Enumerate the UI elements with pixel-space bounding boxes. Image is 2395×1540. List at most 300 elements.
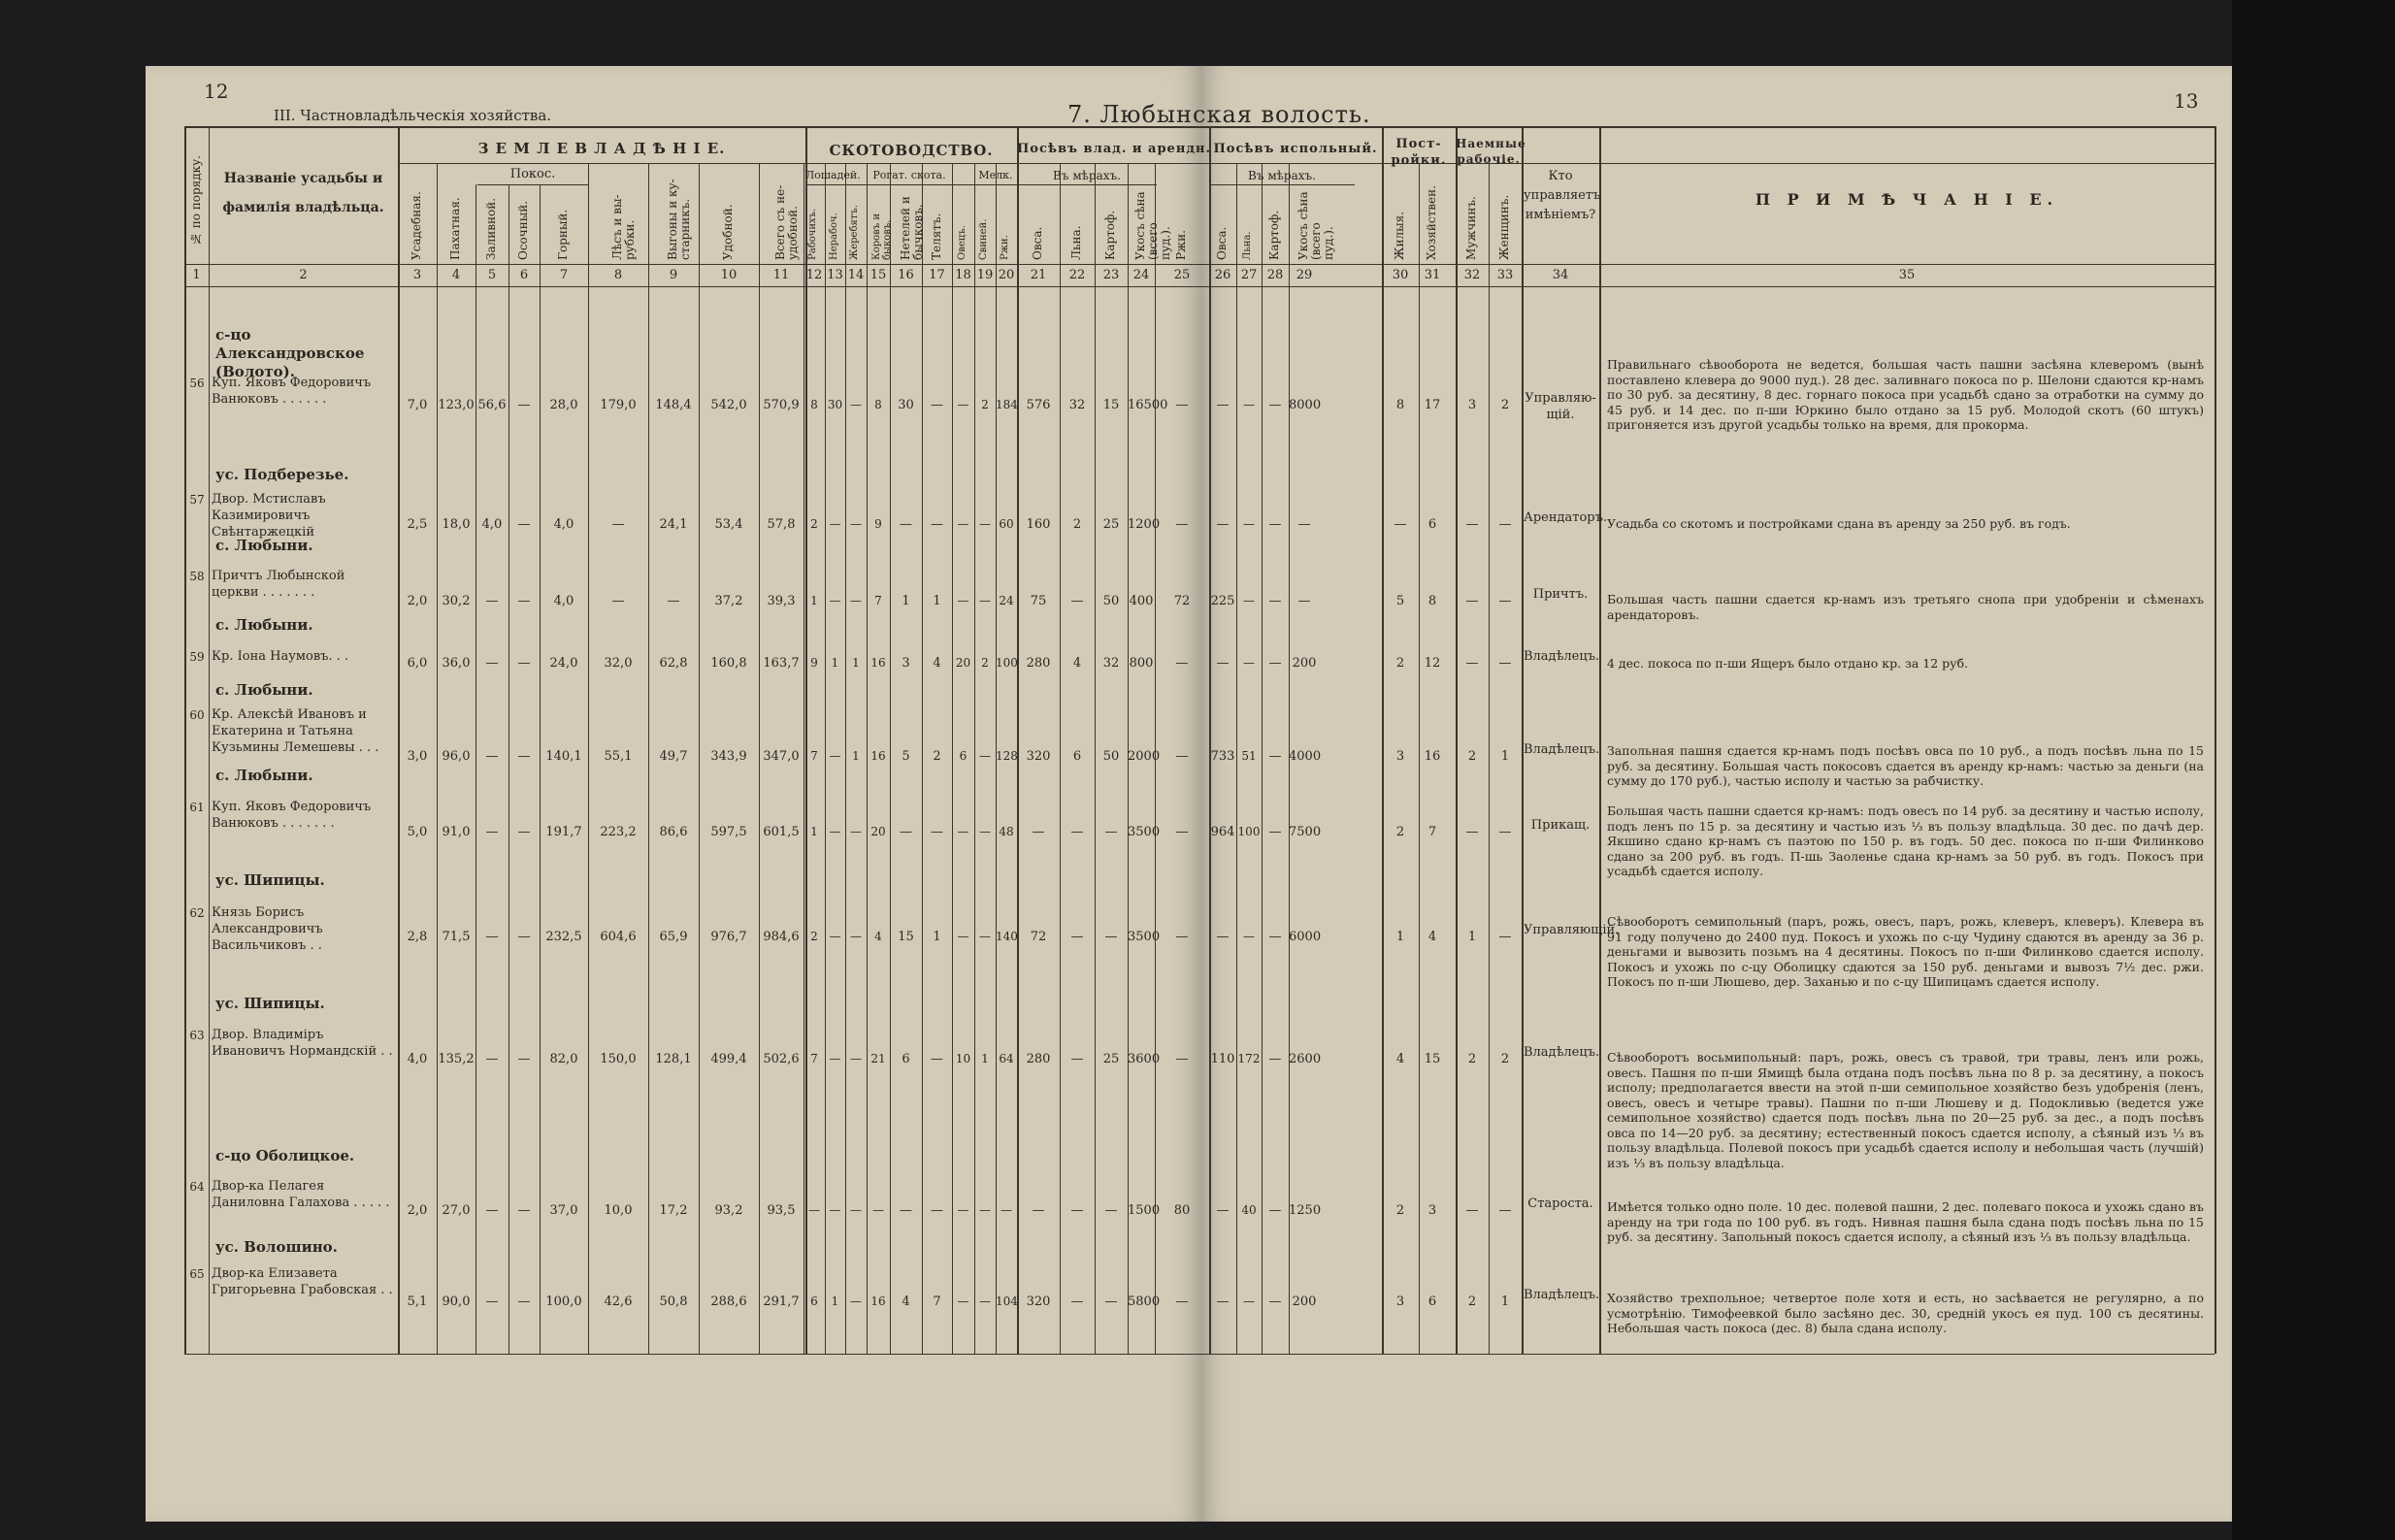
cell-vsego: 57,8 — [767, 517, 796, 532]
cell-rab: 8 — [810, 398, 818, 411]
cell-ovets: — — [957, 1294, 969, 1308]
colnum-30: 30 — [1392, 268, 1409, 282]
cell-zhil: 8 — [1395, 398, 1405, 412]
cell-vsego: 502,6 — [763, 1052, 800, 1066]
cell-zal: 4,0 — [481, 517, 503, 532]
cell-zher: — — [850, 1294, 862, 1308]
cell-kart2: — — [1268, 517, 1282, 532]
cell-udob: 343,9 — [710, 749, 747, 764]
colnum-25: 25 — [1173, 268, 1191, 282]
cell-kart: 25 — [1102, 517, 1120, 532]
colnum-18: 18 — [955, 268, 971, 282]
cell-gor: 232,5 — [545, 930, 582, 944]
cell-osoch: — — [517, 825, 531, 839]
binder-clip-area — [2232, 0, 2395, 1540]
pokos-subrule — [477, 184, 588, 185]
cell-muzh: — — [1465, 656, 1479, 671]
cell-zhen: — — [1498, 517, 1512, 532]
cell-nerab: 1 — [831, 656, 839, 670]
column-label-ovsa2: Овса. — [1215, 226, 1229, 260]
cell-rzhi: 100 — [996, 656, 1018, 670]
cell-rzhi: — — [1001, 1203, 1012, 1217]
cell-rzhi: 184 — [996, 398, 1018, 411]
cell-ovsa: 320 — [1026, 749, 1051, 764]
owner-name: Двор-ка Пелагея Даниловна Галахова . . . . . — [212, 1179, 390, 1210]
row-number: 63 — [189, 1029, 205, 1042]
manager-column-header: Кто управляетъ имѣніемъ? — [1524, 169, 1601, 222]
cell-lna2: 172 — [1237, 1052, 1261, 1065]
cell-vygon: 86,6 — [659, 825, 688, 839]
column-label-les: Лѣсъ и вы- рубки. — [610, 194, 637, 260]
cell-nerab: — — [829, 517, 841, 531]
group-rule — [805, 126, 807, 1354]
column-rule — [540, 184, 541, 1354]
cell-zher: 1 — [852, 749, 860, 763]
colnum-32: 32 — [1463, 268, 1481, 282]
group-rule — [1017, 126, 1019, 1354]
colnum-5: 5 — [487, 268, 497, 282]
cell-ukos: 1200 — [1128, 517, 1161, 532]
cell-netel: 15 — [898, 930, 914, 944]
cell-telyat: — — [931, 1052, 943, 1066]
cell-kart2: — — [1268, 594, 1282, 608]
livestock-subrule — [805, 184, 1017, 185]
column-label-lna: Льна. — [1069, 225, 1083, 260]
cell-zhen: — — [1498, 825, 1512, 839]
cell-ukos2: 200 — [1292, 1294, 1317, 1309]
cell-kart2: — — [1268, 1203, 1282, 1218]
cell-ukos2: 7500 — [1289, 825, 1322, 839]
cell-nerab: — — [829, 594, 841, 607]
cell-sviney: — — [979, 517, 991, 531]
group-rule — [1456, 126, 1458, 1354]
colnum-9: 9 — [669, 268, 678, 282]
cell-kart2: — — [1268, 825, 1282, 839]
group-v-merah-2: Въ мѣрахъ. — [1248, 169, 1316, 182]
manager-cell: Управляющій. — [1524, 923, 1620, 937]
cell-zhen: 2 — [1500, 398, 1510, 412]
cell-pah: 90,0 — [442, 1294, 471, 1309]
colnum-20: 20 — [998, 268, 1015, 282]
left-rule — [184, 126, 186, 1354]
cell-hoz: 17 — [1424, 398, 1441, 412]
cell-zher: — — [850, 517, 862, 531]
colnum-29: 29 — [1296, 268, 1313, 282]
cell-lna: — — [1070, 930, 1084, 944]
column-label-rzhi: Ржи. — [1000, 235, 1010, 260]
cell-korov: 16 — [870, 1294, 886, 1308]
colnum-34: 34 — [1552, 268, 1569, 282]
cell-les: 32,0 — [604, 656, 633, 671]
cell-gor: 140,1 — [545, 749, 582, 764]
cell-muzh: — — [1465, 517, 1479, 532]
manager-cell: Арендаторъ. — [1524, 510, 1608, 525]
cell-ovsa2: 733 — [1210, 749, 1235, 764]
column-label-gor: Горный. — [556, 209, 570, 260]
cell-lna: 32 — [1068, 398, 1086, 412]
page-title: 7. Любынская волость. — [1067, 101, 1371, 128]
cell-osoch: — — [517, 1294, 531, 1309]
cell-rzhi2: — — [1175, 930, 1189, 944]
owner-name: Кр. Іона Наумовъ. . . — [212, 649, 349, 664]
cell-ukos: 3600 — [1128, 1052, 1161, 1066]
cell-zal: 56,6 — [477, 398, 507, 412]
cell-vsego: 601,5 — [763, 825, 800, 839]
cell-zher: — — [850, 1203, 862, 1217]
cell-ovsa2: — — [1216, 656, 1230, 671]
cell-korov: 16 — [870, 749, 886, 763]
cell-pah: 135,2 — [438, 1052, 475, 1066]
cell-vygon: 62,8 — [659, 656, 688, 671]
cell-les: — — [611, 594, 625, 608]
cell-sviney: — — [979, 1203, 991, 1217]
cell-zhen: — — [1498, 930, 1512, 944]
cell-ukos: 400 — [1129, 594, 1154, 608]
colnum-31: 31 — [1424, 268, 1441, 282]
row-locality: с. Любыни. — [215, 616, 313, 634]
cell-kart: — — [1104, 1294, 1118, 1309]
cell-rzhi2: — — [1175, 656, 1189, 671]
cell-rab: 1 — [810, 825, 818, 838]
group-naemnye: Наемные рабочіе. — [1456, 137, 1526, 166]
cell-usad: 2,0 — [407, 1203, 428, 1218]
cell-muzh: — — [1465, 594, 1479, 608]
cell-ovets: — — [957, 517, 969, 531]
cell-zhen: — — [1498, 656, 1512, 671]
cell-zal: — — [485, 1294, 499, 1309]
cell-les: 179,0 — [600, 398, 637, 412]
cell-ukos2: 6000 — [1289, 930, 1322, 944]
cell-gor: 28,0 — [549, 398, 578, 412]
cell-kart: 50 — [1102, 749, 1120, 764]
cell-pah: 96,0 — [442, 749, 471, 764]
colnum-11: 11 — [772, 268, 790, 282]
cell-ukos2: 8000 — [1289, 398, 1322, 412]
remark-text: Большая часть пашни сдается кр-намъ: подъ овесъ по 14 руб. за десятину и частью исполу, подъ ленъ по 15 р. за десятину и частью изъ ⅓ въ пользу владѣльца. 30 дес. по дачѣ дер. Якшино сдано кр-намъ съ паэтою по 150 р. въ годъ. 50 дес. покоса по п-ши Филинково сдано за 200 руб. въ годъ. П-шь Заоленье сдана кр-намъ за 50 руб. въ годъ. Покосъ при усадьбѣ сдается исполу. — [1607, 803, 2204, 878]
cell-udob: 597,5 — [710, 825, 747, 839]
cell-netel: 5 — [902, 749, 910, 764]
cell-zher: — — [850, 594, 862, 607]
manager-cell: Староста. — [1527, 1196, 1593, 1211]
row-locality: с-цо Оболицкое. — [215, 1147, 355, 1164]
colnum-10: 10 — [720, 268, 738, 282]
colnum-19: 19 — [976, 268, 994, 282]
colnum-27: 27 — [1240, 268, 1258, 282]
row-number: 62 — [189, 906, 205, 920]
cell-rab: 2 — [810, 517, 818, 531]
column-label-nerab: Нерабоч. — [828, 213, 839, 260]
column-label-telyat: Телятъ. — [929, 213, 943, 260]
cell-korov: 8 — [874, 398, 882, 411]
cell-ukos: 5800 — [1128, 1294, 1161, 1309]
group-rogat: Рогат. скота. — [872, 169, 946, 181]
cell-sviney: 2 — [981, 656, 989, 670]
cell-telyat: — — [931, 398, 943, 412]
row-locality: с-цо Александровское (Волото). — [215, 326, 365, 380]
cell-netel: 6 — [902, 1052, 910, 1066]
cell-ukos: 1500 — [1128, 1203, 1161, 1218]
row-number: 61 — [189, 801, 205, 814]
cell-osoch: — — [517, 1052, 531, 1066]
group-posev-ispol: Посѣвъ испольный. — [1213, 142, 1378, 156]
cell-rab: 2 — [810, 930, 818, 943]
column-label-ukos2: Укосъ сѣна (всего пуд.). — [1296, 191, 1335, 260]
cell-les: 604,6 — [600, 930, 637, 944]
cell-lna2: — — [1243, 1294, 1255, 1308]
colnum-15: 15 — [869, 268, 887, 282]
cell-vsego: 39,3 — [767, 594, 796, 608]
cell-lna: — — [1070, 825, 1084, 839]
cell-kart: 25 — [1102, 1052, 1120, 1066]
cell-netel: 4 — [902, 1294, 910, 1309]
cell-hoz: 12 — [1424, 656, 1441, 671]
cell-ovsa2: 110 — [1210, 1052, 1235, 1066]
cell-ukos2: — — [1297, 594, 1311, 608]
group-postroyki: Пост- ройки. — [1391, 137, 1447, 168]
cell-kart: — — [1104, 930, 1118, 944]
row-locality: ус. Подберезье. — [215, 466, 349, 483]
cell-lna2: — — [1243, 594, 1255, 607]
row-locality: с. Любыни. — [215, 537, 313, 554]
cell-gor: 191,7 — [545, 825, 582, 839]
cell-lna2: 51 — [1241, 749, 1257, 763]
cell-ovsa: 280 — [1026, 656, 1051, 671]
cell-vsego: 93,5 — [767, 1203, 796, 1218]
cell-telyat: — — [931, 825, 943, 839]
owner-name: Кр. Алексѣй Ивановъ и Екатерина и Татьяна Кузьмины Лемешевы . . . — [212, 707, 379, 755]
cell-zal: — — [485, 825, 499, 839]
colnum-6: 6 — [519, 268, 529, 282]
cell-vygon: 49,7 — [659, 749, 688, 764]
cell-rab: 9 — [810, 656, 818, 670]
cell-lna2: — — [1243, 656, 1255, 670]
cell-vygon: 17,2 — [659, 1203, 688, 1218]
row-locality: с. Любыни. — [215, 767, 313, 784]
cell-lna: — — [1070, 1203, 1084, 1218]
cell-pah: 18,0 — [442, 517, 471, 532]
cell-nerab: — — [829, 1203, 841, 1217]
cell-ovsa2: 964 — [1210, 825, 1235, 839]
page-number-right: 13 — [2174, 89, 2199, 113]
cell-udob: 499,4 — [710, 1052, 747, 1066]
colnum-24: 24 — [1132, 268, 1150, 282]
cell-zhil: 1 — [1395, 930, 1405, 944]
remark-text: Запольная пашня сдается кр-намъ подъ посѣвъ овса по 10 руб., а подъ посѣвъ льна по 15 руб. за десятину. Большая часть покосовъ сдается въ аренду кр-намъ: частью за деньги (на сумму до 170 руб.), частью исполу и частью за рабчистку. — [1607, 743, 2204, 788]
cell-korov: 21 — [870, 1052, 886, 1065]
manager-cell: Владѣлецъ. — [1524, 649, 1600, 664]
cell-usad: 3,0 — [407, 749, 428, 764]
cell-ovets: — — [957, 930, 969, 943]
cell-ukos: 2000 — [1128, 749, 1161, 764]
row-locality: ус. Волошино. — [215, 1238, 338, 1256]
column-label-rab: Рабочихъ. — [807, 208, 818, 260]
column-label-hoz: Хозяйствен. — [1425, 185, 1438, 260]
colnum-7: 7 — [559, 268, 569, 282]
colnum-35: 35 — [1898, 268, 1916, 282]
cell-rzhi2: — — [1175, 517, 1189, 532]
cell-nerab: — — [829, 1052, 841, 1065]
cell-hoz: 16 — [1424, 749, 1441, 764]
cell-lna2: — — [1243, 398, 1255, 411]
cell-kart2: — — [1268, 398, 1282, 412]
cell-sviney: — — [979, 749, 991, 763]
group-zemlevladenie: З Е М Л Е В Л А Д Ѣ Н І Е. — [477, 140, 726, 157]
cell-korov: 4 — [874, 930, 882, 943]
owner-name: Куп. Яковъ Федоровичъ Ванюковъ . . . . . . . — [212, 800, 372, 831]
cell-les: 10,0 — [604, 1203, 633, 1218]
colnum-13: 13 — [827, 268, 843, 282]
column-label-vygon: Выгоны и ку- старникъ. — [666, 179, 692, 260]
cell-gor: 4,0 — [553, 517, 574, 532]
cell-lna: — — [1070, 1052, 1084, 1066]
cell-osoch: — — [517, 594, 531, 608]
row-number: 64 — [189, 1180, 205, 1194]
column-label-zhen: Женщинъ. — [1497, 194, 1511, 260]
cell-kart2: — — [1268, 749, 1282, 764]
cell-muzh: 2 — [1467, 1052, 1477, 1066]
remark-text: Сѣвооборотъ восьмипольный: паръ, рожь, овесъ съ травой, три травы, ленъ или рожь, овесъ. Пашня по п-ши Ямищѣ была отдана подъ посѣвъ льна по 8 р. за десятину, а покосъ исполу; предполагается ввести на этой п-ши семипольное хозяйство безъ удобренія (ленъ, овесъ, овесъ и четыре травы). Пашни по п-ши Люшеву и д. Подокливью (ведется уже семипольное хозяйство) сдается подъ посѣвъ льна по 20—25 руб. за дес., а подъ посѣвъ овса по 14—20 руб. за десятину; естественный покосъ сдается исполу, а сѣяный изъ ⅓ въ пользу владѣльца. Полевой покосъ при усадьбѣ сдается исполу и небольшая часть (лучшій) изъ ⅓ въ пользу владѣльца. — [1607, 1050, 2204, 1170]
owner-name: Причтъ Любынской церкви . . . . . . . — [212, 569, 345, 600]
column-label-vsego: Всего съ не- удобной. — [773, 184, 800, 260]
cell-lna: 2 — [1072, 517, 1082, 532]
cell-zhen: 2 — [1500, 1052, 1510, 1066]
header-top-rule — [184, 126, 2215, 128]
cell-osoch: — — [517, 749, 531, 764]
cell-kart: 15 — [1102, 398, 1120, 412]
column-label-udob: Удобной. — [721, 204, 735, 260]
owner-name: Князь Борисъ Александровичъ Васильчиковъ . . — [212, 905, 323, 953]
cell-ovsa: — — [1032, 825, 1045, 839]
cell-nerab: 1 — [831, 1294, 839, 1308]
cell-ovsa: 72 — [1030, 930, 1047, 944]
cell-gor: 82,0 — [549, 1052, 578, 1066]
cell-ukos: 3500 — [1128, 930, 1161, 944]
column-label-zal: Заливной. — [484, 197, 498, 260]
cell-osoch: — — [517, 1203, 531, 1218]
colnum-21: 21 — [1030, 268, 1047, 282]
cell-kart2: — — [1268, 1052, 1282, 1066]
cell-muzh: 1 — [1467, 930, 1477, 944]
cell-rzhi2: — — [1175, 1294, 1189, 1309]
cell-zhen: — — [1498, 594, 1512, 608]
cell-ukos: 16500 — [1128, 398, 1168, 412]
cell-lna: — — [1070, 594, 1084, 608]
cell-sviney: 1 — [981, 1052, 989, 1065]
cell-rzhi2: — — [1175, 825, 1189, 839]
colnum-28: 28 — [1266, 268, 1284, 282]
cell-rzhi: 60 — [999, 517, 1014, 531]
cell-ukos2: — — [1297, 517, 1311, 532]
cell-zhil: 2 — [1395, 1203, 1405, 1218]
remark-text: Хозяйство трехпольное; четвертое поле хотя и есть, но засѣвается не регулярно, а по усмотрѣнію. Тимофеевкой было засѣяно дес. 30, средній укосъ ея пуд. 100 съ десятины. Небольшая часть покоса (дес. 8) была сдана исполу. — [1607, 1291, 2204, 1335]
colnum-12: 12 — [805, 268, 823, 282]
cell-muzh: 2 — [1467, 749, 1477, 764]
rule-before-notes — [1599, 126, 1601, 1354]
cell-zhil: 5 — [1395, 594, 1405, 608]
colnum-17: 17 — [929, 268, 945, 282]
manager-cell: Владѣлецъ. — [1524, 1288, 1600, 1302]
cell-rzhi: 24 — [999, 594, 1014, 607]
cell-vsego: 291,7 — [763, 1294, 800, 1309]
cell-zhil: 3 — [1395, 749, 1405, 764]
sown2-subrule — [1209, 184, 1355, 185]
cell-kart2: — — [1268, 930, 1282, 944]
cell-osoch: — — [517, 398, 531, 412]
group-rule — [1382, 126, 1384, 1354]
cell-ovets: 10 — [955, 1052, 971, 1065]
row-number: 59 — [189, 650, 205, 664]
cell-zher: — — [850, 930, 862, 943]
cell-telyat: 1 — [933, 594, 941, 608]
cell-netel: 1 — [902, 594, 910, 608]
cell-netel: — — [900, 1203, 912, 1218]
cell-zhil: 4 — [1395, 1052, 1405, 1066]
cell-pah: 123,0 — [438, 398, 475, 412]
column-label-ovsa: Овса. — [1031, 226, 1044, 260]
row-number: 60 — [189, 708, 205, 722]
cell-muzh: — — [1465, 825, 1479, 839]
cell-zhil: — — [1394, 517, 1407, 532]
name-column-header: Названіе усадьбы и — [223, 171, 383, 186]
colnum-22: 22 — [1068, 268, 1086, 282]
cell-vygon: 148,4 — [655, 398, 692, 412]
colnum-16: 16 — [898, 268, 914, 282]
cell-rzhi2: 80 — [1173, 1203, 1191, 1218]
cell-rzhi2: — — [1175, 398, 1189, 412]
cell-pah: 36,0 — [442, 656, 471, 671]
cell-lna: 6 — [1072, 749, 1082, 764]
cell-usad: 4,0 — [407, 1052, 428, 1066]
cell-ovets: — — [957, 825, 969, 838]
cell-rab: 1 — [810, 594, 818, 607]
notes-column-header: П Р И М Ѣ Ч А Н І Е. — [1755, 190, 2059, 209]
cell-zher: 1 — [852, 656, 860, 670]
cell-hoz: 3 — [1427, 1203, 1437, 1218]
cell-hoz: 7 — [1427, 825, 1437, 839]
column-rule — [1522, 126, 1523, 1354]
group-subrule — [398, 163, 2215, 164]
cell-pah: 27,0 — [442, 1203, 471, 1218]
row-number: 56 — [189, 377, 205, 390]
cell-zher: — — [850, 1052, 862, 1065]
colnum-8: 8 — [613, 268, 623, 282]
cell-osoch: — — [517, 517, 531, 532]
remark-text: Сѣвооборотъ семипольный (паръ, рожь, овесъ, паръ, рожь, клеверъ, клеверъ). Клевера въ 91 году получено до 2400 пуд. Покосъ и ухожь по с-цу Чудину сдаются въ аренду за 36 р. деньгами и вывозить позьмъ на 4 десятины. Покосъ по п-ши Филинково сдается исполу. Покосъ и ухожь по с-цу Оболицку сдаются за 150 руб. деньгами и вывозъ 7½ дес. ржи. Покосъ по п-ши Люшево, дер. Заханью и по с-цу Шипицамъ сдается исполу. — [1607, 914, 2204, 989]
cell-les: 223,2 — [600, 825, 637, 839]
cell-muzh: 2 — [1467, 1294, 1477, 1309]
owner-name: Двор-ка Елизавета Григорьевна Грабовская . . — [212, 1266, 393, 1297]
column-label-zher: Жеребятъ. — [849, 205, 860, 260]
header-bottom-rule — [184, 264, 2215, 265]
cell-lna2: 100 — [1237, 825, 1261, 838]
cell-korov: 9 — [874, 517, 882, 531]
cell-nerab: — — [829, 825, 841, 838]
name-column-header-2: фамилія владѣльца. — [222, 200, 384, 215]
cell-les: 150,0 — [600, 1052, 637, 1066]
colnum-14: 14 — [847, 268, 865, 282]
cell-telyat: 7 — [933, 1294, 941, 1309]
cell-pah: 71,5 — [442, 930, 471, 944]
cell-ukos2: 1250 — [1289, 1203, 1322, 1218]
cell-rzhi2: 72 — [1173, 594, 1191, 608]
cell-hoz: 6 — [1427, 1294, 1437, 1309]
cell-gor: 100,0 — [545, 1294, 582, 1309]
cell-hoz: 8 — [1427, 594, 1437, 608]
group-loshadey: Лошадей. — [805, 169, 861, 181]
group-rule — [1209, 126, 1211, 1354]
cell-ovsa: 320 — [1026, 1294, 1051, 1309]
cell-usad: 2,5 — [407, 517, 428, 532]
